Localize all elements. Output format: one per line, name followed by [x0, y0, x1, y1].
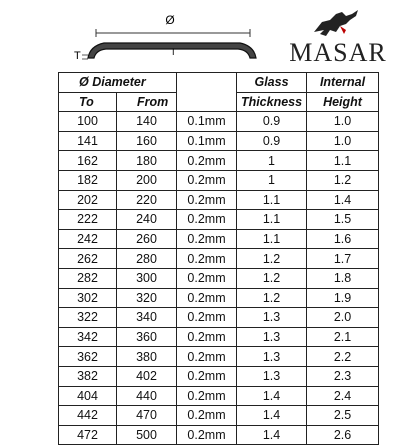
height-cell: 2.4	[307, 386, 379, 406]
table-row	[59, 308, 379, 328]
tolerance-header	[177, 73, 237, 112]
thickness-cell: 1.2	[237, 288, 307, 308]
tolerance-cell: 0.1mm	[177, 112, 237, 132]
height-cell: 1.0	[307, 131, 379, 151]
from-cell: 440	[117, 386, 177, 406]
thickness-cell: 1.3	[237, 308, 307, 328]
height-cell: 2.1	[307, 327, 379, 347]
height-cell: 1.4	[307, 190, 379, 210]
from-cell: 360	[117, 327, 177, 347]
from-cell: 140	[117, 112, 177, 132]
thickness-cell: 1.4	[237, 425, 307, 445]
table-row	[59, 425, 379, 445]
internal-height-header-line2: Height	[307, 92, 379, 112]
table-row	[59, 190, 379, 210]
from-cell: 500	[117, 425, 177, 445]
internal-height-header-line1: Internal	[307, 73, 379, 93]
from-cell: 200	[117, 170, 177, 190]
diameter-header: Ø Diameter	[59, 73, 177, 93]
table-row	[59, 347, 379, 367]
glass-profile-diagram	[60, 8, 270, 68]
tolerance-cell: 0.2mm	[177, 386, 237, 406]
from-cell: 300	[117, 268, 177, 288]
height-cell: 1.2	[307, 170, 379, 190]
table-row	[59, 288, 379, 308]
thickness-cell: 1.3	[237, 327, 307, 347]
to-cell: 242	[59, 229, 117, 249]
brand-name: MASAR	[289, 38, 387, 67]
height-cell: 2.3	[307, 366, 379, 386]
header	[0, 0, 416, 70]
height-cell: 1.0	[307, 112, 379, 132]
tolerance-cell: 0.2mm	[177, 170, 237, 190]
to-cell: 100	[59, 112, 117, 132]
from-cell: 180	[117, 151, 177, 171]
from-cell: 402	[117, 366, 177, 386]
thickness-cell: 1.1	[237, 190, 307, 210]
to-cell: 382	[59, 366, 117, 386]
tolerance-cell: 0.2mm	[177, 151, 237, 171]
height-cell: 1.8	[307, 268, 379, 288]
height-cell: 2.6	[307, 425, 379, 445]
table-row	[59, 366, 379, 386]
height-cell: 1.6	[307, 229, 379, 249]
to-cell: 322	[59, 308, 117, 328]
tolerance-cell: 0.2mm	[177, 249, 237, 269]
from-cell: 320	[117, 288, 177, 308]
to-cell: 262	[59, 249, 117, 269]
tolerance-cell: 0.2mm	[177, 288, 237, 308]
table-row	[59, 131, 379, 151]
from-cell: 160	[117, 131, 177, 151]
tolerance-cell: 0.2mm	[177, 308, 237, 328]
to-cell: 362	[59, 347, 117, 367]
table-body	[59, 112, 379, 445]
thickness-cell: 1.3	[237, 347, 307, 367]
to-cell: 162	[59, 151, 117, 171]
table-row	[59, 170, 379, 190]
thickness-cell: 1.1	[237, 229, 307, 249]
glass-thickness-header-line2: Thickness	[237, 92, 307, 112]
diameter-symbol: Ø	[165, 13, 175, 27]
height-cell: 2.0	[307, 308, 379, 328]
to-cell: 472	[59, 425, 117, 445]
thickness-cell: 1.2	[237, 249, 307, 269]
from-cell: 240	[117, 210, 177, 230]
thickness-cell: 0.9	[237, 112, 307, 132]
tolerance-cell: 0.2mm	[177, 327, 237, 347]
from-cell: 470	[117, 406, 177, 426]
to-cell: 282	[59, 268, 117, 288]
tolerance-cell: 0.2mm	[177, 366, 237, 386]
glass-thickness-header-line1: Glass	[237, 73, 307, 93]
to-cell: 141	[59, 131, 117, 151]
thickness-symbol: T	[74, 50, 81, 62]
from-cell: 260	[117, 229, 177, 249]
tolerance-cell: 0.2mm	[177, 190, 237, 210]
from-cell: 220	[117, 190, 177, 210]
thickness-cell: 1	[237, 151, 307, 171]
height-cell: 2.2	[307, 347, 379, 367]
to-cell: 182	[59, 170, 117, 190]
to-header: To	[59, 92, 117, 112]
height-cell: 1.5	[307, 210, 379, 230]
from-header: From	[117, 92, 177, 112]
thickness-cell: 1.3	[237, 366, 307, 386]
from-cell: 380	[117, 347, 177, 367]
from-cell: 280	[117, 249, 177, 269]
table-row	[59, 229, 379, 249]
table-row	[59, 327, 379, 347]
to-cell: 442	[59, 406, 117, 426]
table-row	[59, 406, 379, 426]
thickness-cell: 1.1	[237, 210, 307, 230]
thickness-cell: 1	[237, 170, 307, 190]
tolerance-cell: 0.2mm	[177, 425, 237, 445]
table-row	[59, 249, 379, 269]
thickness-cell: 1.2	[237, 268, 307, 288]
thickness-cell: 1.4	[237, 406, 307, 426]
tolerance-cell: 0.2mm	[177, 406, 237, 426]
tolerance-cell: 0.2mm	[177, 210, 237, 230]
height-cell: 1.9	[307, 288, 379, 308]
tolerance-cell: 0.1mm	[177, 131, 237, 151]
table-row	[59, 210, 379, 230]
table-row	[59, 112, 379, 132]
to-cell: 202	[59, 190, 117, 210]
height-cell: 1.7	[307, 249, 379, 269]
from-cell: 340	[117, 308, 177, 328]
height-symbol: I	[172, 47, 175, 57]
thickness-cell: 1.4	[237, 386, 307, 406]
glass-specification-table	[58, 72, 379, 445]
tolerance-cell: 0.2mm	[177, 347, 237, 367]
horse-logo-icon	[306, 8, 366, 42]
table-row	[59, 151, 379, 171]
height-cell: 1.1	[307, 151, 379, 171]
to-cell: 302	[59, 288, 117, 308]
table-row	[59, 268, 379, 288]
to-cell: 222	[59, 210, 117, 230]
tolerance-cell: 0.2mm	[177, 268, 237, 288]
height-cell: 2.5	[307, 406, 379, 426]
tolerance-cell: 0.2mm	[177, 229, 237, 249]
thickness-cell: 0.9	[237, 131, 307, 151]
table-row	[59, 386, 379, 406]
to-cell: 342	[59, 327, 117, 347]
brand	[278, 8, 398, 68]
to-cell: 404	[59, 386, 117, 406]
